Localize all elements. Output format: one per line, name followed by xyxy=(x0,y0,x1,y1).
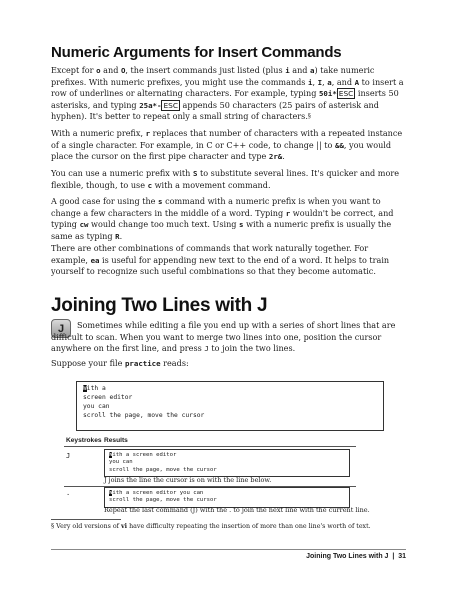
paragraph-combinations xyxy=(51,243,406,278)
command-s: s xyxy=(239,220,244,230)
result-box xyxy=(104,487,350,508)
section-heading-numeric-arguments: Numeric Arguments for Insert Commands xyxy=(51,44,342,61)
footer-separator: | xyxy=(392,553,395,560)
command-J: J xyxy=(204,344,209,354)
text: Very old versions of xyxy=(54,523,122,530)
esc-key: ESC xyxy=(338,89,354,99)
command-ea: ea xyxy=(90,255,100,265)
cursor-block: W xyxy=(109,490,113,496)
text: to join the two lines. xyxy=(208,343,296,354)
command-s: s xyxy=(158,197,163,206)
command-r: r xyxy=(145,129,151,138)
text: , the insert commands just listed (plus xyxy=(125,65,286,75)
text: appends 50 characters (25 pairs of asterisk and hyphen). It's better to repeat only a small string of characters. xyxy=(51,99,379,122)
command-2r: 2r& xyxy=(268,152,283,162)
text: with a numeric prefix is usually the same as typing xyxy=(51,219,392,241)
text: inserts 50 asterisks, and typing xyxy=(51,88,399,110)
text: to insert a row of underlines or alternating characters. For example, typing xyxy=(51,76,404,99)
command-a: a xyxy=(310,66,315,75)
code-line: scroll the page, move the cursor xyxy=(109,497,217,504)
code-line: you can xyxy=(109,459,133,466)
section-heading-joining-lines: Joining Two Lines with J xyxy=(51,295,268,316)
text: would change too much text. Using xyxy=(88,219,240,230)
footnote xyxy=(51,523,371,530)
table-header-rule xyxy=(64,446,356,447)
page-number: 31 xyxy=(398,553,406,560)
command-R: R xyxy=(115,231,120,241)
command-cw: cw xyxy=(79,220,89,230)
ampersands: && xyxy=(335,140,344,150)
text: wouldn't be correct, and typing xyxy=(51,207,394,230)
command-A: A xyxy=(354,77,360,87)
command-a: a xyxy=(327,77,332,87)
command-i: i xyxy=(308,77,313,87)
command-50i: 50i* xyxy=(318,89,337,99)
paragraph-s-command xyxy=(51,196,406,242)
text: and xyxy=(100,65,121,75)
text: reads: xyxy=(160,358,189,368)
result-description: J joins the line the cursor is on with the line below. xyxy=(104,476,272,484)
text: With a numeric prefix, xyxy=(51,128,146,138)
footer-title: Joining Two Lines with J xyxy=(306,553,389,560)
footnote-rule xyxy=(51,519,121,520)
text: , xyxy=(322,76,328,87)
code-line xyxy=(109,452,345,459)
cursor-block: W xyxy=(109,452,113,458)
text: A good case for using the xyxy=(51,196,159,206)
code-line: scroll the page, move the cursor xyxy=(83,411,205,419)
text: command with a numeric prefix is when you want to change a few characters in the middle of a word. Typing xyxy=(51,196,381,218)
text: , you would place the cursor on the first pipe character and type xyxy=(51,139,392,162)
paragraph-numeric-prefix-r xyxy=(51,128,406,163)
text: There are other combinations of commands that work naturally together. For example, xyxy=(51,243,369,265)
keystroke-dot: . xyxy=(66,489,71,497)
text: with a movement command. xyxy=(152,179,271,190)
result-box xyxy=(104,449,350,477)
text: Except for xyxy=(51,65,97,75)
text: replaces that number of characters with a repeated instance of a single character. For example, in C or C++ code, to change || to xyxy=(51,128,403,150)
code-text: ith a xyxy=(86,385,106,392)
table-header-keystrokes: Keystrokes xyxy=(66,437,102,444)
footer-rule xyxy=(51,549,406,550)
text: You can use a numeric prefix with xyxy=(51,168,193,178)
code-line: you can xyxy=(83,402,110,410)
paragraph-numeric-prefixes xyxy=(51,65,406,123)
text: Suppose your file xyxy=(51,358,125,368)
page-footer xyxy=(306,553,406,560)
text: to substitute several lines. It's quicker and more flexible, though, to use xyxy=(51,168,399,190)
cursor-block: W xyxy=(83,385,87,392)
paragraph-practice-file xyxy=(51,358,406,370)
text: . xyxy=(119,230,123,241)
code-line xyxy=(83,385,377,394)
code-example-box xyxy=(76,381,384,431)
text: , xyxy=(312,76,318,87)
command-c: c xyxy=(147,180,153,190)
command-o: o xyxy=(96,66,101,75)
text: and xyxy=(289,65,311,75)
command-25a: 25a*- xyxy=(139,100,162,110)
footnote-mark: § xyxy=(307,113,311,121)
command-S: S xyxy=(192,169,198,178)
code-line: screen editor xyxy=(83,393,133,401)
j-key-icon: J xyxy=(51,319,71,338)
filename-practice: practice xyxy=(124,359,161,368)
command-r: r xyxy=(285,208,291,218)
footnote-mark: § xyxy=(51,523,55,530)
command-i: i xyxy=(285,66,290,75)
text: . xyxy=(282,151,285,162)
result-description: Repeat the last command (J) with the . to join the next line with the current line. xyxy=(104,506,370,514)
code-line xyxy=(109,490,345,497)
program-vi: vi xyxy=(121,523,128,530)
keystroke-J: J xyxy=(66,452,71,460)
paragraph-substitute-lines xyxy=(51,168,406,191)
text: Sometimes while editing a file you end up with a series of short lines that are difficult to scan. When you want to merge two lines into one, position the cursor anywhere on the first line, and press xyxy=(51,320,396,354)
text: have difficulty repeating the insertion of more than one line's worth of text. xyxy=(127,523,371,530)
code-line: scroll the page, move the cursor xyxy=(109,466,217,473)
command-O: O xyxy=(120,66,126,75)
text: ) take numeric prefixes. With numeric prefixes, you might use the commands xyxy=(51,65,375,87)
text: , and xyxy=(331,76,355,87)
command-I: I xyxy=(317,77,323,87)
esc-key: ESC xyxy=(163,100,178,110)
paragraph-joining-intro xyxy=(51,320,406,355)
code-text: ith a screen editor you can xyxy=(112,490,204,496)
text: is useful for appending new text to the end of a word. It helps to train yourself to recognize such useful combinations so that they become automatic. xyxy=(51,254,390,277)
table-header-results: Results xyxy=(104,437,128,444)
code-text: ith a screen editor xyxy=(112,452,177,458)
